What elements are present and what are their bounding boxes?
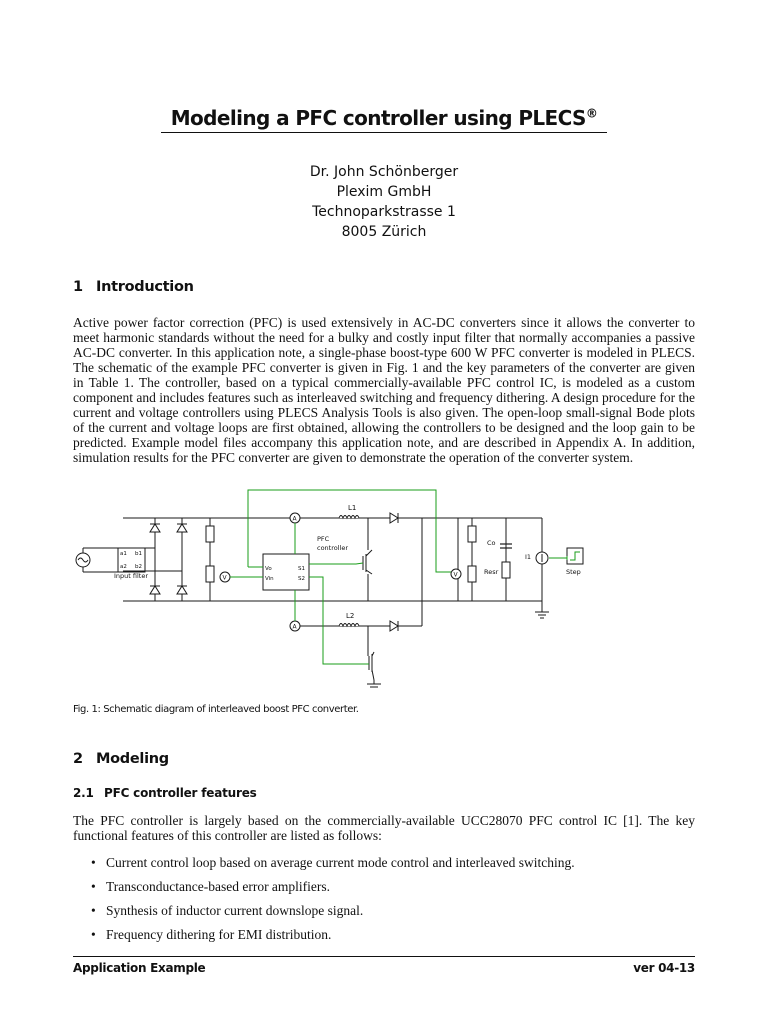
list-item: • Frequency dithering for EMI distribution. <box>91 927 691 951</box>
section-number: 2 <box>73 751 83 767</box>
power-wires <box>83 515 549 687</box>
diode-icon <box>390 513 398 523</box>
author-company: Plexim GmbH <box>336 184 432 200</box>
label-controller: controller <box>317 544 349 552</box>
footer-rule <box>73 956 695 957</box>
schematic-figure <box>73 484 593 694</box>
label-a1: a1 <box>120 551 127 557</box>
page-title <box>161 106 608 133</box>
label-co: Co <box>487 539 496 547</box>
label-voltmeter-2: V <box>453 571 458 579</box>
label-ammeter-1: A <box>292 515 297 523</box>
subsection-heading-pfc-features <box>73 786 257 800</box>
pfc-controller-block <box>263 554 309 590</box>
diode-icon <box>177 524 187 532</box>
label-vo: Vo <box>265 566 272 572</box>
subsection-number: 2.1 <box>73 786 94 800</box>
label-l2: L2 <box>346 612 355 620</box>
list-item: • Transconductance-based error amplifiers. <box>91 879 691 903</box>
label-ammeter-2: A <box>292 623 297 631</box>
section-title: Introduction <box>96 279 194 295</box>
inductor-l1-icon <box>339 516 359 519</box>
footer-version: ver 04-13 <box>633 961 695 975</box>
subsection-title: PFC controller features <box>104 786 257 800</box>
label-a2: a2 <box>120 564 127 570</box>
author-street: Technoparkstrasse 1 <box>312 204 456 220</box>
boost-diodes <box>390 513 398 631</box>
section-heading-modeling <box>73 751 169 767</box>
author-name: Dr. John Schönberger <box>309 164 459 180</box>
figure-caption: Fig. 1: Schematic diagram of interleaved boost PFC converter. <box>73 704 359 715</box>
switch-s2-icon <box>369 652 374 680</box>
label-voltmeter-1: V <box>222 574 227 582</box>
diode-icon <box>177 586 187 594</box>
section-title: Modeling <box>96 751 169 767</box>
label-step: Step <box>566 568 581 576</box>
label-input-filter: Input filter <box>114 572 149 580</box>
footer-doc-type: Application Example <box>73 961 206 975</box>
list-item: • Synthesis of inductor current downslope signal. <box>91 903 691 927</box>
bridge-diodes <box>150 524 187 594</box>
diode-icon <box>150 524 160 532</box>
section-number: 1 <box>73 279 83 295</box>
title-text: Modeling a PFC controller using PLECS <box>170 106 586 130</box>
label-pfc: PFC <box>317 535 330 543</box>
label-i1: I1 <box>525 553 532 561</box>
switch-s1-icon <box>363 550 372 574</box>
inductor-l2-icon <box>339 624 359 627</box>
label-s2: S2 <box>298 576 305 582</box>
author-block <box>0 162 768 242</box>
feature-list <box>91 855 691 951</box>
label-b1: b1 <box>135 551 142 557</box>
author-city: 8005 Zürich <box>341 224 427 240</box>
registered-mark: ® <box>585 106 598 121</box>
label-b2: b2 <box>135 564 142 570</box>
label-resr: Resr <box>484 568 499 576</box>
title-block <box>0 106 768 133</box>
features-paragraph: The PFC controller is largely based on the commercially-available UCC28070 PFC control IC [1]. The key functional features of this controller are listed as follows: <box>73 813 695 843</box>
intro-paragraph: Active power factor correction (PFC) is used extensively in AC-DC converters since it allows the converter to meet harmonic standards without the need for a bulky and costly input filter that normally accompanies a passive AC-DC converter. In this application note, a single-phase boost-type 600 W PFC converter is modeled in PLECS. The schematic of the example PFC converter is given in Fig. 1 and the key parameters of the converter are given in Table 1. The controller, based on a typical commercially-available PFC control IC, is modeled as a custom component and includes features such as interleaved switching and frequency dithering. A design procedure for the current and voltage controllers using PLECS Analysis Tools is also given. The open-loop small-signal Bode plots of the current and voltage loops are first obtained, allowing the controllers to be designed and the loop gain to be predicted. Example model files accompany this application note, and are described in Appendix A. In addition, simulation results for the PFC converter are given to demonstrate the operation of the converter system. <box>73 315 695 465</box>
list-item: • Current control loop based on average current mode control and interleaved switching. <box>91 855 691 879</box>
section-heading-introduction <box>73 279 194 295</box>
diode-icon <box>390 621 398 631</box>
label-l1: L1 <box>348 504 357 512</box>
label-s1: S1 <box>298 566 305 572</box>
diode-icon <box>150 586 160 594</box>
meters <box>220 513 461 631</box>
label-vin: Vin <box>265 576 274 582</box>
